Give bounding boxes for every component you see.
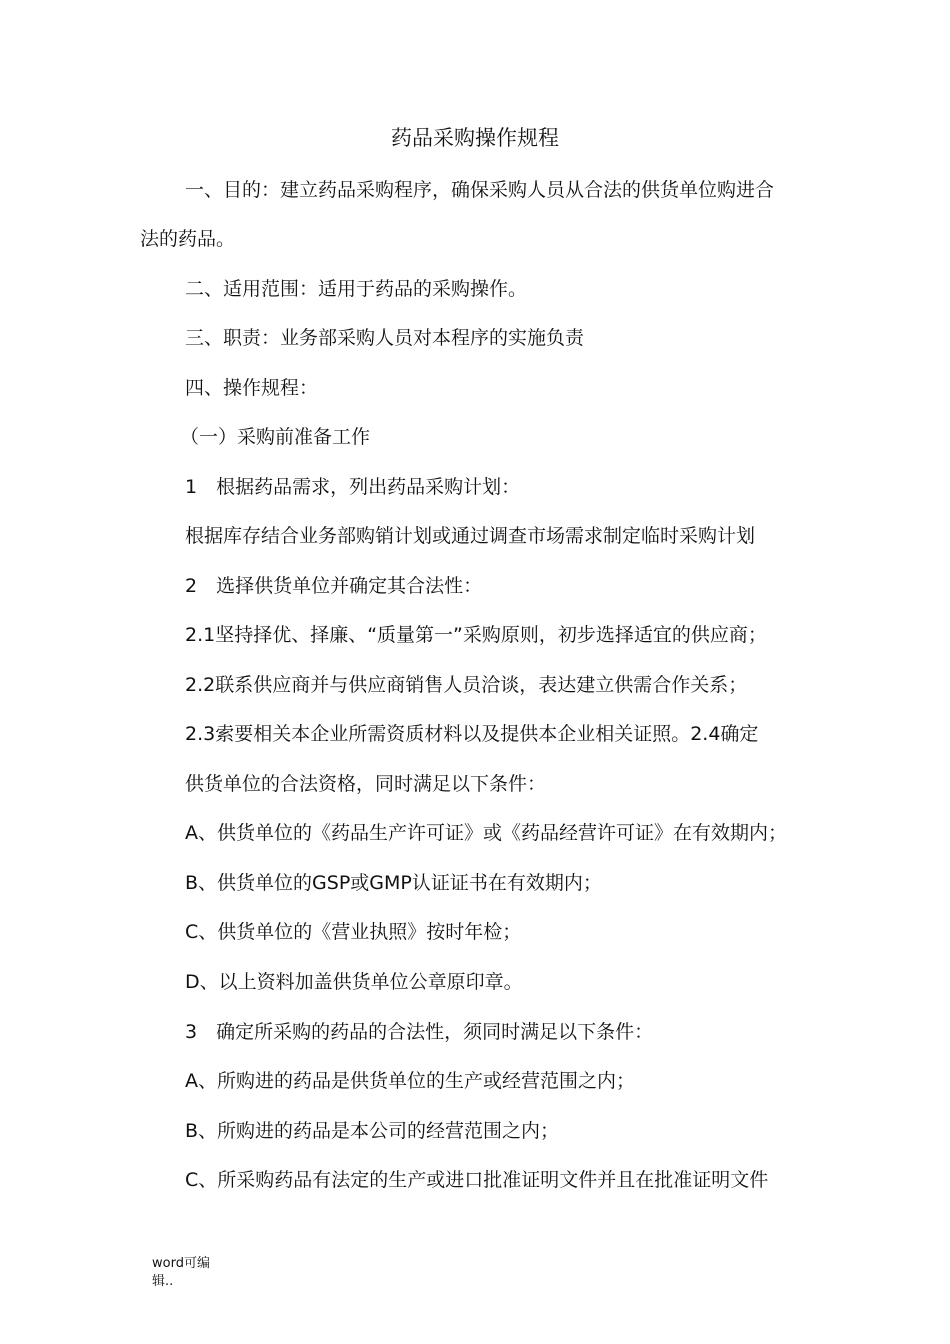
paragraph-line: B、所购进的药品是本公司的经营范围之内； xyxy=(185,1120,560,1142)
paragraph-line: 四、操作规程： xyxy=(185,377,319,399)
paragraph-line: A、供货单位的《药品生产许可证》或《药品经营许可证》在有效期内； xyxy=(185,822,787,844)
paragraph-line: （一）采购前准备工作 xyxy=(180,426,371,448)
paragraph-line: A、所购进的药品是供货单位的生产或经营范围之内； xyxy=(185,1070,635,1092)
paragraph-line: 三、职责：业务部采购人员对本程序的实施负责 xyxy=(185,327,585,349)
paragraph-line: B、供货单位的GSP或GMP认证证书在有效期内； xyxy=(185,872,602,894)
paragraph-line: 2.2联系供应商并与供应商销售人员洽谈，表达建立供需合作关系； xyxy=(185,674,748,696)
paragraph-line: 3 确定所采购的药品的合法性，须同时满足以下条件： xyxy=(185,1021,654,1043)
footer-line: word可编 xyxy=(152,1256,210,1271)
paragraph-line: 2.3索要相关本企业所需资质材料以及提供本企业相关证照。2.4确定 xyxy=(185,723,759,745)
paragraph-line: 供货单位的合法资格，同时满足以下条件： xyxy=(185,773,547,795)
document-title: 药品采购操作规程 xyxy=(391,126,559,150)
paragraph-line: 2 选择供货单位并确定其合法性： xyxy=(185,575,483,597)
paragraph-line: 二、适用范围：适用于药品的采购操作。 xyxy=(185,278,528,300)
paragraph-line: 2.1坚持择优、择廉、“质量第一”采购原则，初步选择适宜的供应商； xyxy=(185,624,767,646)
paragraph-line: C、供货单位的《营业执照》按时年检； xyxy=(185,921,522,943)
footer-line: 辑.. xyxy=(152,1274,174,1289)
page-footer xyxy=(152,1255,210,1291)
paragraph-line: 根据库存结合业务部购销计划或通过调查市场需求制定临时采购计划 xyxy=(185,525,756,547)
paragraph-line: 1 根据药品需求，列出药品采购计划： xyxy=(185,476,521,498)
paragraph-line: 法的药品。 xyxy=(140,228,236,250)
paragraph-line: C、所采购药品有法定的生产或进口批准证明文件并且在批准证明文件 xyxy=(185,1169,769,1191)
paragraph-line: D、以上资料加盖供货单位公章原印章。 xyxy=(185,971,523,993)
paragraph-line: 一、目的：建立药品采购程序，确保采购人员从合法的供货单位购进合 xyxy=(185,179,775,201)
